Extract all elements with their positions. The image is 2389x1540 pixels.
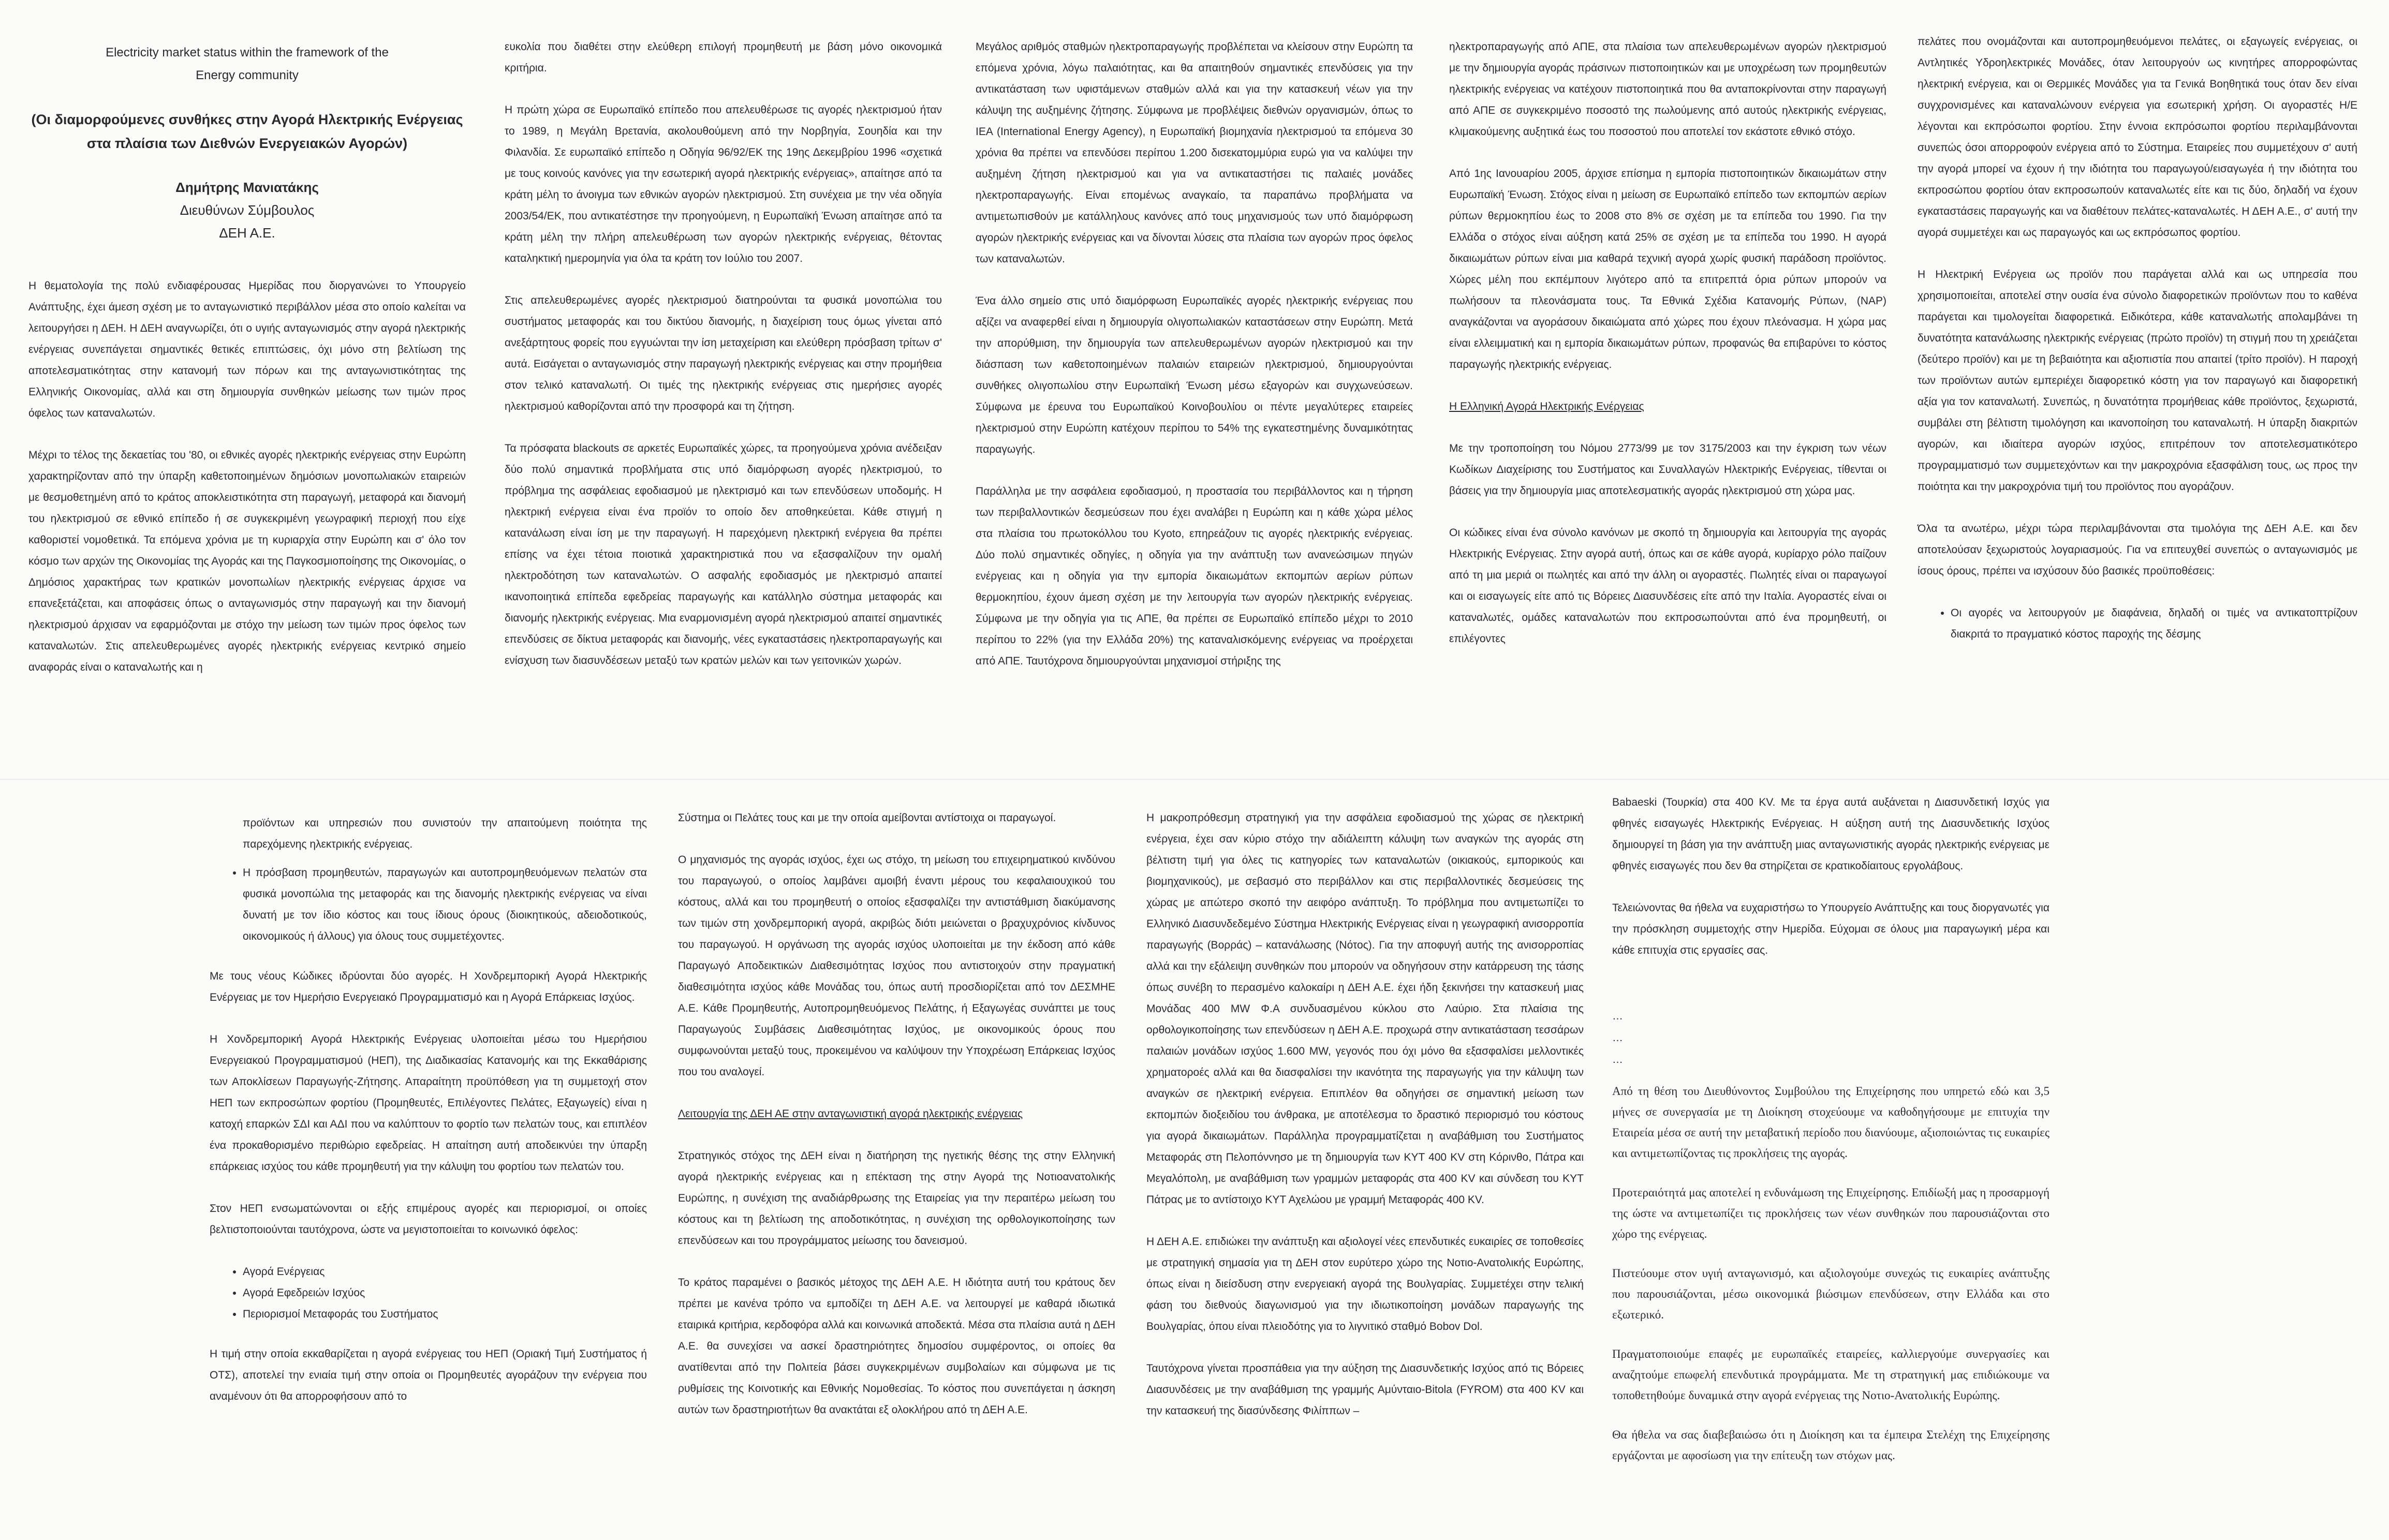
ellipsis-mark: … (1612, 1010, 1623, 1022)
bullet-list (210, 862, 647, 947)
paragraph: Στρατηγικός στόχος της ΔΕΗ είναι η διατήρηση της ηγετικής θέσης της στην Ελληνική αγορά ηλεκτρικής ενέργειας και η επέκταση της στην Αγορά της Νοτιοανατολικής Ευρώπης, η συνέχιση της αναδιάρθρωσης της Εταιρείας για την περαιτέρω μείωση του κόστους και τη βελτίωση της αποδοτικότητας, η συνέχιση της ορθολογικοποίησης των επενδύσεων και του προγράμματος μείωσης του δανεισμού. (678, 1150, 1115, 1247)
paragraph: Ταυτόχρονα γίνεται προσπάθεια για την αύξηση της Διασυνδετικής Ισχύος από τις Βόρειες Διασυνδέσεις με την αναβάθμιση της γραμμής Αμύνταιο-Bitola (FYROM) στα 400 KV και την κατασκευή της διασύνδεσης Φιλίππων – (1146, 1363, 1584, 1417)
column-3 (976, 36, 1413, 692)
list-item: • Η πρόσβαση προμηθευτών, παραγωγών και αυτοπρομηθευόμενων πελατών στα φυσικά μονοπώλια της μεταφοράς και της διανομής ηλεκτρικής ενέργειας να είναι δυνατή με τον ίδιο κόστος και τους ίδιους όρους (διοικητικούς, αδειοδοτικούς, οικονομικούς ή άλλους) για όλους τους συμμετέχοντες. (243, 862, 647, 947)
column-9 (1612, 792, 2049, 1485)
ellipsis-mark: … (1612, 1032, 1623, 1044)
paragraph: πελάτες που ονομάζονται και αυτοπρομηθευόμενοι πελάτες, οι εξαγωγείς ενέργειας, οι Αντλητικές Υδροηλεκτρικές Μονάδες, όταν λειτουργούν ως κινητήρες απορροφώντας ηλεκτρική ενέργεια, και οι Θερμικές Μονάδες για τα Γενικά Βοηθητικά τους όταν δεν είναι συγχρονισμένες και καταναλώνουν ενέργεια για εσωτερική χρήση. Οι αγοραστές Η/Ε λέγονται και εκπρόσωποι φορτίου. Στην έννοια εκπρόσωποι φορτίου περιλαμβάνονται συνεπώς όσοι απορροφούν ενέργεια από το Σύστημα. Εταιρείες που συμμετέχουν σ' αυτή την αγορά μπορεί να έχουν ή την ιδιότητα του παραγωγού/εισαγωγέα ή την ιδιότητα του εκπροσώπου φορτίου όταν εκπροσωπούν καταναλωτές είτε και τις δύο, δηλαδή να έχουν εγκαταστάσεις παραγωγής και να διαθέτουν πελάτες-καταναλωτές. Η ΔΕΗ Α.Ε., σ' αυτή την αγορά συμμετέχει και ως παραγωγός και ως εκπρόσωπος φορτίου. (1918, 36, 2357, 239)
column-7 (678, 807, 1115, 1441)
column-6 (210, 812, 647, 1428)
column-2 (505, 36, 942, 692)
ellipsis-mark: … (1612, 1054, 1623, 1065)
author-name: Δημήτρης Μανιατάκης (175, 180, 319, 195)
paragraph: Η μακροπρόθεσμη στρατηγική για την ασφάλεια εφοδιασμού της χώρας σε ηλεκτρική ενέργεια, έχει σαν κύριο στόχο την αδιάλειπτη κάλυψη των αναγκών της αγοράς στη βέλτιστη τιμή για όλες τις κατηγορίες των καταναλωτών (οικιακούς, εμπορικούς και βιομηχανικούς), με σεβασμό στο περιβάλλον και στις περιβαλλοντικές δεσμεύσεις της χώρας με απώτερο σκοπό την αειφόρο ανάπτυξη. Το πρόβλημα που αντιμετωπίζει το Ελληνικό Διασυνδεδεμένο Σύστημα Ηλεκτρικής Ενέργειας είναι η γεωγραφική ανισορροπία παραγωγής (Βορράς) – κατανάλωσης (Νότος). Για την αποφυγή αυτής της ανισορροπίας αλλά και την εξάλειψη συνθηκών που μπορούν να οδηγήσουν στην κατάρρευση της τάσης όπως συνέβη το περασμένο καλοκαίρι η ΔΕΗ Α.Ε. έχει ήδη ξεκινήσει την κατασκευή μιας Μονάδας 400 MW Φ.Α συνδυασμένου κύκλου στο Λαύριο. Στα πλαίσια της ορθολογικοποίησης των επενδύσεων η ΔΕΗ Α.Ε. προχωρά στην αντικατάσταση τεσσάρων παλαιών μονάδων ισχύος 1.600 MW, γεγονός που όχι μόνο θα εξασφαλίσει μελλοντικές χρηματοροές αλλά και θα διασφαλίσει την ικανότητα της παραγωγής για την κάλυψη των αναγκών σε ηλεκτρική ενέργεια. Επιπλέον θα οδηγήσει σε σημαντική μείωση των εκπομπών διοξειδίου του άνθρακα, με αποτέλεσμα το δραστικό περιορισμό του κόστους για αγορά δικαιωμάτων. Παράλληλα προγραμματίζεται η αναβάθμιση του Συστήματος Μεταφοράς στη Πελοπόννησο με τη δημιουργία των ΚΥΤ 400 KV στη Κόρινθο, Πάτρα και Μεγαλόπολη, με αναβάθμιση των γραμμών μεταφοράς στα 400 KV και σύνδεση του ΚΥΤ Πάτρας με το αντίστοιχο ΚΥΤ Αχελώου με γραμμή Μεταφοράς 400 KV. (1146, 812, 1584, 1206)
paragraph: Θα ήθελα να σας διαβεβαιώσω ότι η Διοίκηση και τα έμπειρα Στελέχη της Επιχείρησης εργάζονται με αφοσίωση για την επίτευξη των στόχων μας. (1612, 1428, 2049, 1462)
page-divider (0, 779, 2389, 780)
paragraph: Ένα άλλο σημείο στις υπό διαμόρφωση Ευρωπαϊκές αγορές ηλεκτρικής ενέργειας που αξίζει να αναφερθεί είναι η δημιουργία ολιγοπωλιακών καταστάσεων στην Ευρώπη. Μετά την απορύθμιση, την δημιουργία των απελευθερωμένων αγορών ηλεκτρισμού και την διάσπαση των καθετοποιημένων παλαιών εταιρειών ηλεκτρισμού, δημιουργούνται συνθήκες ολιγοπωλίου στην Ευρωπαϊκή Ένωση μέσω εξαγορών και συγχωνεύσεων. Σύμφωνα με έρευνα του Ευρωπαϊκού Κοινοβουλίου οι πέντε μεγαλύτερες εταιρείες ηλεκτρισμού στην Ευρώπη κατέχουν περίπου το 54% της εγκατεστημένης δυναμικότητας παραγωγής. (976, 295, 1413, 455)
paragraph: Παράλληλα με την ασφάλεια εφοδιασμού, η προστασία του περιβάλλοντος και η τήρηση των περιβαλλοντικών δεσμεύσεων που έχει αναλάβει η Ευρώπη και η κάθε χώρα μέλος στα πλαίσια του πρωτοκόλλου του Kyoto, επηρεάζουν τις αγορές ηλεκτρικής ενέργειας. Δύο πολύ σημαντικές οδηγίες, η οδηγία για την ανάπτυξη των ανανεώσιμων πηγών ενέργειας και η οδηγία για την εμπορία δικαιωμάτων εκπομπών αερίων ρύπων θερμοκηπίου, έχουν άμεση σχέση με την λειτουργία των αγορών ηλεκτρικής ενέργειας. Σύμφωνα με την οδηγία για τις ΑΠΕ, θα πρέπει σε Ευρωπαϊκό επίπεδο μέχρι το 2010 περίπου το 22% (για την Ελλάδα 20%) της καταναλισκόμενης ενέργειας να προέρχεται από ΑΠΕ. Ταυτόχρονα δημιουργούνται μηχανισμοί στήριξης της (976, 485, 1413, 667)
paragraph: Μέχρι το τέλος της δεκαετίας του '80, οι εθνικές αγορές ηλεκτρικής ενέργειας στην Ευρώπη χαρακτηρίζονταν από την ύπαρξη καθετοποιημένων δημόσιων μονοπωλιακών εταιρειών με θεσμοθετημένη από το κράτος αποκλειστικότητα στη παραγωγή, μεταφορά και διανομή του ηλεκτρισμού σε εθνικό επίπεδο ή σε συγκεκριμένη γεωγραφική περιοχή που είχε καθοριστεί νομοθετικά. Τα επόμενα χρόνια με τη κυριαρχία στην Ευρώπη και σ' όλο τον κόσμο των αρχών της Οικονομίας της Αγοράς και της Παγκοσμιοποίησης της Οικονομίας, ο Δημόσιος χαρακτήρας των κρατικών μονοπωλίων ηλεκτρικής ενέργειας άρχισε να επανεξετάζεται, και αποφάσεις όπως ο ανταγωνισμός στην παραγωγή και την διανομή ηλεκτρισμού άρχισαν να εφαρμόζονται με στόχο την μείωση των τιμών προς όφελος των καταναλωτών. Στις απελευθερωμένες αγορές ηλεκτρικής ενέργειας κεντρικό σημείο αναφοράς είναι ο καταναλωτής και η (28, 449, 466, 673)
paragraph: Οι κώδικες είναι ένα σύνολο κανόνων με σκοπό τη δημιουργία και λειτουργία της αγοράς Ηλεκτρικής Ενέργειας. Στην αγορά αυτή, όπως και σε κάθε αγορά, κυρίαρχο ρόλο παίζουν από τη μια μεριά οι πωλητές και από την άλλη οι αγοραστές. Πωλητές είναι οι παραγωγοί και οι εισαγωγείς είτε από τις Βόρειες Διασυνδέσεις είτε από την Ιταλία. Αγοραστές είναι οι καταναλωτές, ομάδες καταναλωτών που εκπροσωπούνται από ένα προμηθευτή, οι επιλέγοντες (1449, 527, 1886, 645)
paragraph: Η Ηλεκτρική Ενέργεια ως προϊόν που παράγεται αλλά και ως υπηρεσία που χρησιμοποιείται, αποτελεί στην ουσία ένα σύνολο διαφορετικών προϊόντων που το καθένα παράγεται και τιμολογείται διαφορετικά. Ειδικότερα, κάθε καταναλωτής απολαμβάνει τη δυνατότητα κατανάλωσης ηλεκτρικής ενέργειας (πρώτο προϊόν) τη στιγμή που τη χρειάζεται (δεύτερο προϊόν) και με τη βεβαιότητα και αξιοπιστία που απαιτεί (τρίτο προϊόν). Η παροχή των προϊόντων αυτών εμπεριέχει διαφορετικό κόστη για τον παραγωγό και διαφορετική αξία για τον καταναλωτή. Συνεπώς, η δυνατότητα προμήθειας κάθε προϊόντος, ξεχωριστά, συμβάλει στη βέλτιστη τιμολόγηση και ικανοποίηση του καταναλωτή. Η ύπαρξη διακριτών αγορών, και ιδιαίτερα αγορών ισχύος, επιτρέπουν τον αποτελεσματικότερο προγραμματισμό των συμμετεχόντων και την μακροχρόνια εξασφάλιση τους, ως προς την ποιότητα και την μακροχρόνια τιμή του προϊόντος που αγοράζουν. (1918, 269, 2357, 493)
paragraph: Από 1ης Ιανουαρίου 2005, άρχισε επίσημα η εμπορία πιστοποιητικών δικαιωμάτων στην Ευρωπαϊκή Ένωση. Στόχος είναι η μείωση σε Ευρωπαϊκό επίπεδο των εκπομπών αερίων ρύπων θερμοκηπίου έως το 2008 στο 8% σε σχέση με τα επίπεδα του 1990. Για την Ελλάδα ο στόχος είναι αύξηση κατά 25% σε σχέση με τα επίπεδα του 1990. Η αγορά δικαιωμάτων ρύπων είναι μια καθαρά τεχνική αγορά χωρίς φυσική παράδοση προϊόντος. Χώρες μέλη που εκπέμπουν λιγότερο από τα επιτρεπτά όρια ρύπων μπορούν να πωλήσουν τα πλεονάσματα τους. Τα Εθνικά Σχέδια Κατανομής Ρύπων, (NAP) αναγκάζονται να αγοράσουν δικαιώματα από χώρες που έχουν πλεόνασμα. Η χώρα μας είναι ελλειμματική και η εμπορία δικαιωμάτων ρύπων, προφανώς θα επιβαρύνει το κόστος παραγωγής ηλεκτρικής ενέργειας. (1449, 168, 1886, 371)
paragraph: Πραγματοποιούμε επαφές με ευρωπαϊκές εταιρείες, καλλιεργούμε συνεργασίες και αναζητούμε επωφελή επενδυτικά προγράμματα. Με τη στρατηγική μας επιδιώκουμε να τοποθετηθούμε δυναμικά στην αγορά ενέργειας της Νοτιο-Ανατολικής Ευρώπης. (1612, 1348, 2049, 1402)
list-item: • Αγορά Ενέργειας (243, 1261, 647, 1282)
paragraph: Στον ΗΕΠ ενσωματώνονται οι εξής επιμέρους αγορές και περιορισμοί, οι οποίες βελτιστοποιούνται ταυτόχρονα, ώστε να μεγιστοποιείται το κοινωνικό όφελος: (210, 1203, 647, 1236)
title-greek: (Οι διαμορφούμενες συνθήκες στην Αγορά Ηλεκτρικής Ενέργειας στα πλαίσια των Διεθνών Ενεργειακών Αγορών) (31, 112, 463, 151)
paragraph: Όλα τα ανωτέρω, μέχρι τώρα περιλαμβάνονται στα τιμολόγια της ΔΕΗ Α.Ε. και δεν αποτελούσαν ξεχωριστούς λογαριασμούς. Για να επιτευχθεί συνεπώς ο ανταγωνισμός με ίσους όρους, πρέπει να ισχύσουν δύο βασικές προϋποθέσεις: (1918, 523, 2357, 577)
paragraph: προϊόντων και υπηρεσιών που συνιστούν την απαιτούμενη ποιότητα της παρεχόμενης ηλεκτρικής ενέργειας. (243, 817, 647, 850)
paragraph: Η ΔΕΗ Α.Ε. επιδιώκει την ανάπτυξη και αξιολογεί νέες επενδυτικές ευκαιρίες σε τοποθεσίες με στρατηγική σημασία για τη ΔΕΗ στον ευρύτερο χώρο της Νοτιο-Ανατολικής Ευρώπης, όπως είναι η διείσδυση στην ενεργειακή αγορά της Βουλγαρίας. Συμμετέχει στην τελική φάση του διεθνούς διαγωνισμού για την ιδιωτικοποίηση μονάδων παραγωγής της Βουλγαρίας, όπου είναι πλειοδότης για το λιγνιτικό σταθμό Bobov Dol. (1146, 1236, 1584, 1332)
paragraph: Με τους νέους Κώδικες ιδρύονται δύο αγορές. Η Χονδρεμπορική Αγορά Ηλεκτρικής Ενέργειας με τον Ημερήσιο Ενεργειακό Προγραμματισμό και η Αγορά Επάρκειας Ισχύος. (210, 970, 647, 1003)
paragraph: ευκολία που διαθέτει στην ελεύθερη επιλογή προμηθευτή με βάση μόνο οικονομικά κριτήρια. (505, 41, 942, 74)
paragraph: Προτεραιότητά μας αποτελεί η ενδυνάμωση της Επιχείρησης. Επιδίωξή μας η προσαρμογή της ώστε να αντιμετωπίζει τις προκλήσεις των νέων συνθηκών που παρουσιάζονται στο χώρο της ενέργειας. (1612, 1186, 2049, 1240)
paragraph: Πιστεύουμε στον υγιή ανταγωνισμό, και αξιολογούμε συνεχώς τις ευκαιρίες ανάπτυξης που παρουσιάζονται, μέσω οικονομικά βιώσιμων επενδύσεων, στην Ελλάδα και στο εξωτερικό. (1612, 1267, 2049, 1321)
paragraph: Ο μηχανισμός της αγοράς ισχύος, έχει ως στόχο, τη μείωση του επιχειρηματικού κινδύνου του παραγωγού, ο οποίος λαμβάνει αμοιβή έναντι μέρους του κεφαλαιουχικού του κόστους, αλλά και του προμηθευτή ο οποίος εξασφαλίζει την αντιστάθμιση διακύμανσης των τιμών στη χονδρεμπορική αγορά, ακριβώς διότι μειώνεται ο βραχυχρόνιος κίνδυνος του παραγωγού. Η οργάνωση της αγοράς ισχύος υλοποιείται με την έκδοση από κάθε Παραγωγό Αποδεικτικών Διαθεσιμότητας Ισχύος που αντιστοιχούν στην πραγματική διαθεσιμότητα ισχύος κάθε Μονάδας του, όπως αυτή προσδιορίζεται από τον ΔΕΣΜΗΕ Α.Ε. Κάθε Προμηθευτής, Αυτοπρομηθευόμενος Πελάτης, ή Εξαγωγέας συνάπτει με τους Παραγωγούς Συμβάσεις Διαθεσιμότητας Ισχύος, με οικονομικούς όρους που συμφωνούνται μεταξύ τους, προκειμένου να καλύψουν την Υποχρέωση Επάρκειας Ισχύος που του αναλογεί. (678, 854, 1115, 1078)
section-heading: Η Ελληνική Αγορά Ηλεκτρικής Ενέργειας (1449, 401, 1644, 412)
author-organization: ΔΕΗ Α.Ε. (219, 225, 275, 241)
paragraph: Το κράτος παραμένει ο βασικός μέτοχος της ΔΕΗ Α.Ε. Η ιδιότητα αυτή του κράτους δεν πρέπει με κανένα τρόπο να εμποδίζει τη ΔΕΗ Α.Ε. να λειτουργεί με καθαρά ιδιωτικά εταιρικά κριτήρια, κερδοφόρα αλλά και κοινωνικά αποδεκτά. Μέσα στα πλαίσια αυτά η ΔΕΗ Α.Ε. θα συνεχίσει να ασκεί δραστηριότητες δημοσίου συμφέροντος, οι οποίες θα ανατίθενται από την Πολιτεία βάσει συγκεκριμένων συμβολαίων και σύμφωνα με τις ρυθμίσεις της Κοινοτικής και Εθνικής Νομοθεσίας. Το κόστος που συνεπάγεται η άσκηση αυτών των δραστηριοτήτων θα ανακτάται εξ ολοκλήρου από τη ΔΕΗ Α.Ε. (678, 1277, 1115, 1416)
paragraph: Τελειώνοντας θα ήθελα να ευχαριστήσω το Υπουργείο Ανάπτυξης και τους διοργανωτές για την πρόσκληση συμμετοχής στην Ημερίδα. Εύχομαι σε όλους μια παραγωγική μέρα και κάθε επιτυχία στις εργασίες σας. (1612, 902, 2049, 956)
serif-section (1612, 1081, 2049, 1466)
paragraph: Η Χονδρεμπορική Αγορά Ηλεκτρικής Ενέργειας υλοποιείται μέσω του Ημερήσιου Ενεργειακού Προγραμματισμού (ΗΕΠ), της Διαδικασίας Κατανομής και της Εκκαθάρισης των Αποκλίσεων Παραγωγής-Ζήτησης. Απαραίτητη προϋπόθεση για τη συμμετοχή στον ΗΕΠ των εκπροσώπων φορτίου (Προμηθευτές, Επιλέγοντες Πελάτες, Εξαγωγείς) είναι η κατοχή επαρκών ΣΔΙ και ΑΔΙ που να καλύπτουν το φορτίο των πελατών τους, και επιπλέον ένα προκαθορισμένο περιθώριο εφεδρείας. Η απαίτηση αυτή αποδεικνύει την ύπαρξη επάρκειας ισχύος του κάθε προμηθευτή για την κάλυψη του φορτίου των πελατών του. (210, 1033, 647, 1173)
paragraph: Μεγάλος αριθμός σταθμών ηλεκτροπαραγωγής προβλέπεται να κλείσουν στην Ευρώπη τα επόμενα χρόνια, λόγω παλαιότητας, και θα απαιτηθούν σημαντικές επενδύσεις για την αντικατάσταση των υφιστάμενων σταθμών αλλά και για την κατασκευή νέων για την κάλυψη της αυξημένης ζήτησης. Σύμφωνα με προβλέψεις διεθνών οργανισμών, όπως το IEA (International Energy Agency), η Ευρωπαϊκή βιομηχανία ηλεκτρισμού τα επόμενα 30 χρόνια θα πρέπει να επενδύσει περίπου 1.200 δισεκατομμύρια ευρώ για να καλύψει την αυξημένη ζήτηση ηλεκτρισμού και για να αντικαταστήσει τις παλαιές μονάδες ηλεκτροπαραγωγής. Είναι επομένως αναγκαίο, τα παραπάνω προβλήματα να αντιμετωπισθούν με κατάλληλους κανόνες από τους μηχανισμούς των υπό διαμόρφωση αγορών ηλεκτρικής ενέργειας και να δίνονται λύσεις στα πλαίσια των αγορών προς όφελος των καταναλωτών. (976, 41, 1413, 265)
paragraph: Η τιμή στην οποία εκκαθαρίζεται η αγορά ενέργειας του ΗΕΠ (Οριακή Τιμή Συστήματος ή ΟΤΣ), αποτελεί την ενιαία τιμή στην οποία οι Προμηθευτές αγοράζουν την ενέργεια που αναμένουν ότι θα απορροφήσουν από το (210, 1348, 647, 1402)
paragraph: ηλεκτροπαραγωγής από ΑΠΕ, στα πλαίσια των απελευθερωμένων αγορών ηλεκτρισμού με την δημιουργία αγοράς πράσινων πιστοποιητικών και με υποχρέωση των προμηθευτών ηλεκτρικής ενέργειας να κατέχουν πιστοποιητικά που θα ανταποκρίνονται στην παραγωγή από ΑΠΕ σε συγκεκριμένο ποσοστό της πωλούμενης από αυτούς ηλεκτρικής ενέργειας, κλιμακούμενης αυξητικά έως του ποσοστού που αποτελεί τον εκάστοτε εθνικό στόχο. (1449, 41, 1886, 138)
section-heading: Λειτουργία της ΔΕΗ ΑΕ στην ανταγωνιστική αγορά ηλεκτρικής ενέργειας (678, 1108, 1023, 1120)
paragraph: Η θεματολογία της πολύ ενδιαφέρουσας Ημερίδας που διοργανώνει το Υπουργείο Ανάπτυξης, έχει άμεση σχέση με το ανταγωνιστικό περιβάλλον μέσα στο οποίο καλείται να λειτουργήσει η ΔΕΗ. Η ΔΕΗ αναγνωρίζει, ότι ο υγιής ανταγωνισμός στην αγορά ηλεκτρικής ενέργειας συνεπάγεται σημαντικές θετικές επιπτώσεις, όχι μόνο στη βελτίωση της αποτελεσματικότητας στην κατανομή των πόρων και της ανταγωνιστικότητας της Ελληνικής Οικονομίας, αλλά και στη δημιουργία συνθηκών μείωσης των τιμών προς όφελος των καταναλωτών. (28, 280, 466, 419)
paragraph: Babaeski (Τουρκία) στα 400 KV. Με τα έργα αυτά αυξάνεται η Διασυνδετική Ισχύς για φθηνές εισαγωγές Ηλεκτρικής Ενέργειας. Η αύξηση αυτή της Διασυνδετικής Ισχύος δημιουργεί τη βάση για την ανάπτυξη μιας ανταγωνιστικής αγοράς ηλεκτρικής ενέργειας με φθηνές εισαγωγές που δεν θα στηρίζεται σε κρατικοδίαιτους εργολάβους. (1612, 796, 2049, 872)
author-role: Διευθύνων Σύμβουλος (180, 202, 315, 218)
paragraph: Η πρώτη χώρα σε Ευρωπαϊκό επίπεδο που απελευθέρωσε τις αγορές ηλεκτρισμού ήταν το 1989, η Μεγάλη Βρετανία, ακολουθούμενη από την Νορβηγία, Σουηδία και την Φιλανδία. Σε ευρωπαϊκό επίπεδο η Οδηγία 96/92/ΕΚ της 19ης Δεκεμβρίου 1996 «σχετικά με τους κοινούς κανόνες για την εσωτερική αγορά ηλεκτρικής ενέργειας», απαίτησε από τα κράτη μέλη το άνοιγμα των εθνικών αγορών ηλεκτρισμού. Στη συνέχεια με την νέα οδηγία 2003/54/ΕΚ, που αντικατέστησε την προηγούμενη, η Ευρωπαϊκή Ένωση απαίτησε από τα κράτη μέλη την πλήρη απελευθέρωση των αγορών ηλεκτρικής ενέργειας, θέτοντας καταληκτική ημερομηνία για όλα τα κράτη τον Ιούλιο του 2007. (505, 104, 942, 264)
column-8 (1146, 807, 1584, 1442)
bullet-list (1918, 602, 2357, 645)
paragraph: Από τη θέση του Διευθύνοντος Συμβούλου της Επιχείρησης που υπηρετώ εδώ και 3,5 μήνες σε συνεργασία με τη Διοίκηση στοχεύουμε να καθοδηγήσουμε με επιτυχία την Εταιρεία μέσα σε αυτή την μεταβατική περίοδο που διανύουμε, αξιοποιώντας τις ευκαιρίες και αντιμετωπίζοντας τις προκλήσεις της αγοράς. (1612, 1085, 2049, 1160)
column-1 (28, 41, 466, 699)
paragraph: Στις απελευθερωμένες αγορές ηλεκτρισμού διατηρούνται τα φυσικά μονοπώλια του συστήματος μεταφοράς και του δικτύου διανομής, η διαχείριση τους όμως γίνεται από ανεξάρτητους φορείς που εγγυώνται την ίση μεταχείριση και ελεύθερη πρόσβαση τρίτων σ' αυτά. Εισάγεται ο ανταγωνισμός στην παραγωγή ηλεκτρικής ενέργειας και στην προμήθεια στον τελικό καταναλωτή. Οι τιμές της ηλεκτρικής ενέργειας στις ημερήσιες αγορές ηλεκτρισμού καθορίζονται από την προσφορά και τη ζήτηση. (505, 294, 942, 412)
title-english: Electricity market status within the framework of the Energy community (106, 46, 389, 82)
column-5 (1918, 31, 2357, 663)
list-item: • Οι αγορές να λειτουργούν με διαφάνεια, δηλαδή οι τιμές να αντικατοπτρίζουν διακριτά το πραγματικό κόστος παροχής της δέσμης (1951, 602, 2357, 645)
paragraph: Τα πρόσφατα blackouts σε αρκετές Ευρωπαϊκές χώρες, τα προηγούμενα χρόνια ανέδειξαν δύο πολύ σημαντικά προβλήματα στις υπό διαμόρφωση αγορές ηλεκτρισμού, το πρόβλημα της ασφάλειας εφοδιασμού με ηλεκτρισμό και των επενδύσεων υποδομής. Η ηλεκτρική ενέργεια είναι ένα προϊόν το οποίο δεν αποθηκεύεται. Κάθε στιγμή η κατανάλωση είναι ίση με την παραγωγή. Η παρεχόμενη ηλεκτρική ενέργεια θα πρέπει επίσης να έχει τέτοια ποιοτικά χαρακτηριστικά που να εξασφαλίζουν την ομαλή ηλεκτροδότηση των καταναλωτών. Ο ασφαλής εφοδιασμός με ηλεκτρισμό απαιτεί ικανοποιητικά επίπεδα εφεδρείας παραγωγής και κατάλληλο σύστημα μεταφοράς και διανομής ηλεκτρικής ενέργειας. Μια εναρμονισμένη αγορά ηλεκτρισμού απαιτεί σημαντικές επενδύσεις σε δίκτυα μεταφοράς και διανομής, νέες εγκαταστάσεις ηλεκτροπαραγωγής και ενίσχυση των διασυνδέσεων μεταξύ των κρατών μελών και των γειτονικών χωρών. (505, 442, 942, 667)
paragraph: Σύστημα οι Πελάτες τους και με την οποία αμείβονται αντίστοιχα οι παραγωγοί. (678, 812, 1056, 824)
column-4 (1449, 36, 1886, 670)
bullet-list (210, 1261, 647, 1325)
list-item: • Αγορά Εφεδρειών Ισχύος (243, 1282, 647, 1304)
list-item: • Περιορισμοί Μεταφοράς του Συστήματος (243, 1304, 647, 1325)
paragraph: Με την τροποποίηση του Νόμου 2773/99 με τον 3175/2003 και την έγκριση των νέων Κωδίκων Διαχείρισης του Συστήματος και Συναλλαγών Ηλεκτρικής Ενέργειας, τίθενται οι βάσεις για την δημιουργία μιας αποτελεσματικής αγοράς ηλεκτρισμού στη χώρα μας. (1449, 442, 1886, 497)
